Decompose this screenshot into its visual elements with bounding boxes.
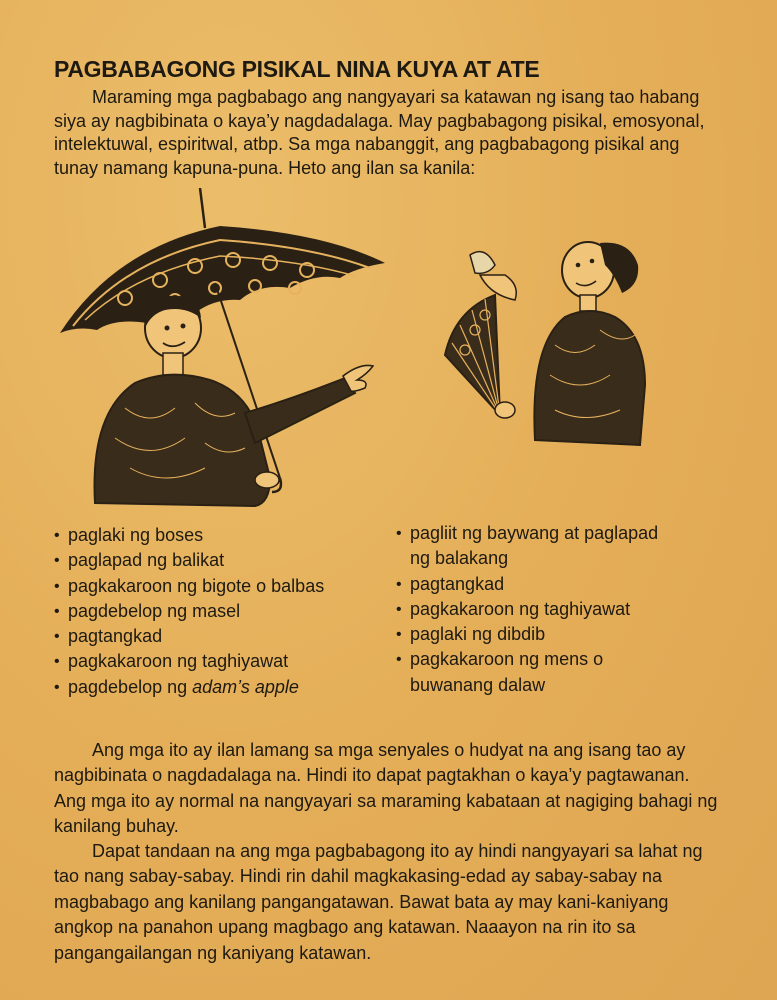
paragraph-line: Ang mga ito ay normal na nangyayari sa maraming kabataan at nagiging bahagi ng (54, 790, 718, 811)
paragraph-signs (54, 738, 744, 840)
intro-line-3: intelektuwal, espiritwal, atbp. Sa mga nabanggit, ang pagbabagong pisikal ang (54, 134, 680, 154)
paragraph-line: pangangailangan ng kaniyang katawan. (54, 942, 372, 963)
ate-changes-list (396, 521, 658, 698)
paragraph-line: Dapat tandaan na ang mga pagbabagong ito ay hindi nangyayari sa lahat ng (92, 841, 703, 861)
paragraph-line: nagbibinata o nagdadalaga na. Hindi ito dapat pagtakhan o kaya’y pagtawanan. (54, 765, 690, 786)
intro-line-1: Maraming mga pagbabago ang nangyayari sa katawan ng isang tao habang (92, 87, 700, 107)
list-item: • paglapad ng balikat (54, 548, 324, 573)
paragraph-line: magbabago ang kanilang pangangatawan. Bawat bata ay may kani-kaniyang (54, 891, 669, 912)
list-item: • paglaki ng boses (54, 523, 324, 548)
list-item: • pagtangkad (396, 572, 658, 597)
paragraph-line: Ang mga ito ay ilan lamang sa mga senyales o hudyat na ang isang tao ay (92, 740, 686, 760)
list-item: • pagkakaroon ng bigote o balbas (54, 574, 324, 599)
list-item (54, 675, 324, 700)
page-title: PAGBABAGONG PISIKAL NINA KUYA AT ATE (54, 56, 540, 82)
list-item-continuation: ng balakang (410, 548, 509, 569)
kuya-changes-list (54, 523, 324, 700)
list-item: • pagtangkad (54, 624, 324, 649)
list-item: • pagkakaroon ng taghiyawat (396, 597, 658, 622)
intro-line-2: siya ay nagbibinata o kaya’y nagdadalaga. May pagbabagong pisikal, emosyonal, (54, 110, 705, 131)
intro-line-4: tunay namang kapuna-puna. Heto ang ilan sa kanila: (54, 157, 476, 178)
paragraph-timing (54, 839, 744, 966)
paragraph-line: angkop na panahon upang magbago ang katawan. Naaayon na rin ito sa (54, 917, 636, 938)
list-item-text: pagkakaroon ng mens o (410, 649, 604, 670)
list-item: • pagdebelop ng masel (54, 599, 324, 624)
paragraph-line: kanilang buhay. (54, 816, 179, 837)
man-with-umbrella-illustration (55, 188, 390, 508)
list-item: • pagkakaroon ng taghiyawat (54, 649, 324, 674)
list-item-text: pagdebelop ng (68, 676, 193, 697)
woman-with-fan-illustration (440, 235, 670, 475)
intro-paragraph (54, 86, 734, 180)
paragraph-line: tao nang sabay-sabay. Hindi rin dahil magkakasing-edad ay sabay-sabay na (54, 866, 663, 887)
list-item: • paglaki ng dibdib (396, 622, 658, 647)
list-item (396, 521, 658, 572)
list-item (396, 647, 658, 698)
list-item-continuation: buwanang dalaw (410, 674, 546, 695)
list-item-text: pagliit ng baywang at paglapad (410, 523, 659, 543)
list-item-italic-term: adam’s apple (192, 676, 299, 697)
